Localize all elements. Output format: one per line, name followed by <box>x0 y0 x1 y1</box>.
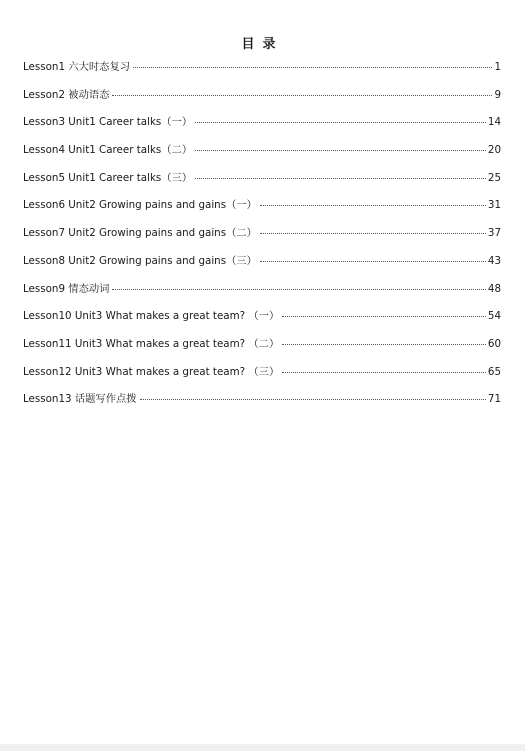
toc-entry-label: Lesson9 情态动词 <box>23 282 110 295</box>
toc-list <box>23 60 501 420</box>
toc-entry[interactable] <box>23 282 501 310</box>
toc-entry[interactable] <box>23 392 501 420</box>
toc-dot-leader <box>195 178 486 179</box>
toc-entry-page: 71 <box>487 393 501 406</box>
toc-entry[interactable] <box>23 309 501 337</box>
toc-entry[interactable] <box>23 337 501 365</box>
toc-entry-page: 31 <box>487 199 501 212</box>
toc-entry-label: Lesson6 Unit2 Growing pains and gains（一） <box>23 199 257 212</box>
toc-entry-page: 20 <box>487 144 501 157</box>
toc-entry-page: 25 <box>487 171 501 184</box>
toc-dot-leader <box>195 150 486 151</box>
toc-entry-label: Lesson5 Unit1 Career talks（三） <box>23 171 193 184</box>
toc-entry[interactable] <box>23 198 501 226</box>
toc-entry-page: 48 <box>487 282 501 295</box>
toc-entry[interactable] <box>23 143 501 171</box>
toc-dot-leader <box>133 67 492 68</box>
toc-dot-leader <box>282 344 486 345</box>
toc-dot-leader <box>260 233 486 234</box>
toc-title: 目录 <box>241 37 284 52</box>
toc-dot-leader <box>195 122 486 123</box>
toc-entry-label: Lesson12 Unit3 What makes a great team? （三） <box>23 365 280 378</box>
toc-entry-label: Lesson11 Unit3 What makes a great team? （二） <box>23 337 280 350</box>
toc-entry-page: 1 <box>494 61 501 73</box>
toc-entry-label: Lesson3 Unit1 Career talks（一） <box>23 116 193 129</box>
toc-entry[interactable] <box>23 254 501 282</box>
toc-entry-page: 37 <box>487 227 501 240</box>
toc-dot-leader <box>112 289 485 290</box>
toc-entry-label: Lesson2 被动语态 <box>23 88 110 101</box>
toc-entry-page: 9 <box>494 88 501 101</box>
toc-dot-leader <box>140 399 486 400</box>
toc-entry-label: Lesson10 Unit3 What makes a great team? （一） <box>23 310 280 323</box>
toc-entry-page: 65 <box>487 365 501 378</box>
toc-entry-label: Lesson8 Unit2 Growing pains and gains（三） <box>23 254 257 267</box>
toc-entry[interactable] <box>23 365 501 393</box>
toc-dot-leader <box>260 261 486 262</box>
toc-entry[interactable] <box>23 226 501 254</box>
toc-dot-leader <box>260 205 486 206</box>
toc-entry[interactable] <box>23 115 501 143</box>
toc-entry-page: 60 <box>487 337 501 350</box>
toc-dot-leader <box>112 95 492 96</box>
toc-entry-label: Lesson13 话题写作点拨 <box>23 393 137 406</box>
toc-entry-label: Lesson1 六大时态复习 <box>23 61 131 73</box>
toc-entry[interactable] <box>23 60 501 88</box>
toc-dot-leader <box>282 372 486 373</box>
toc-entry-label: Lesson7 Unit2 Growing pains and gains（二） <box>23 227 257 240</box>
toc-entry-page: 14 <box>487 116 501 129</box>
toc-entry[interactable] <box>23 88 501 116</box>
toc-dot-leader <box>282 316 486 317</box>
toc-entry[interactable] <box>23 171 501 199</box>
toc-entry-page: 54 <box>487 310 501 323</box>
toc-entry-page: 43 <box>487 254 501 267</box>
toc-entry-label: Lesson4 Unit1 Career talks（二） <box>23 144 193 157</box>
